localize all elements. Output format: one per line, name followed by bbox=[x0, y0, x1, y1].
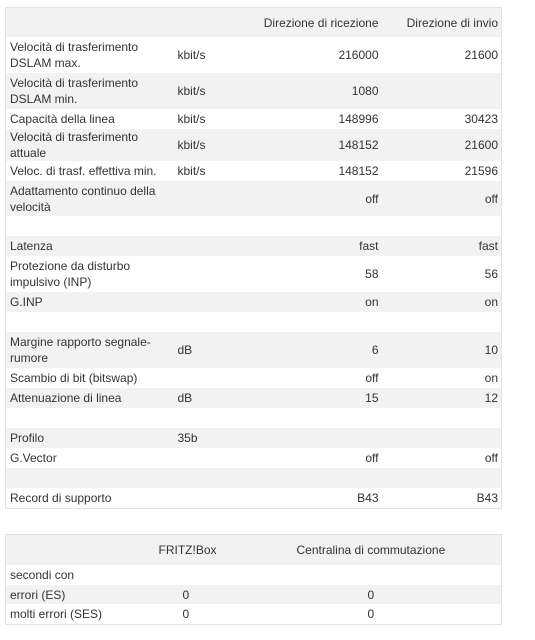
row-send-value: on bbox=[484, 371, 498, 385]
row-fritzbox-value bbox=[136, 565, 254, 585]
row-unit bbox=[175, 488, 242, 508]
table-row bbox=[6, 428, 502, 448]
row-unit bbox=[175, 256, 242, 292]
header-receive-direction: Direzione di ricezione bbox=[242, 8, 382, 38]
row-unit bbox=[175, 448, 242, 468]
table-row bbox=[6, 488, 502, 508]
row-unit: 35b bbox=[177, 431, 198, 445]
row-receive-value bbox=[242, 408, 382, 428]
table-row bbox=[6, 161, 502, 181]
row-label: Velocità di trasferimento attuale bbox=[10, 130, 139, 160]
row-label bbox=[6, 312, 175, 332]
row-unit bbox=[175, 312, 242, 332]
row-send-value: 21596 bbox=[464, 164, 498, 178]
row-label: Velocità di trasferimento DSLAM min. bbox=[10, 76, 139, 106]
row-send-value: B43 bbox=[476, 490, 498, 505]
table-row bbox=[6, 37, 502, 73]
row-send-value: fast bbox=[478, 239, 498, 253]
row-send-value bbox=[382, 73, 502, 109]
row-label: Adattamento continuo della velocità bbox=[10, 183, 156, 214]
row-send-value: 56 bbox=[484, 267, 498, 281]
row-receive-value: B43 bbox=[357, 490, 379, 505]
table-row bbox=[6, 585, 502, 604]
row-label: Velocità di trasferimento DSLAM max. bbox=[10, 40, 139, 70]
row-label: molti errori (SES) bbox=[10, 606, 103, 621]
header-exchange: Centralina di commutazione bbox=[254, 535, 502, 566]
table-row bbox=[6, 236, 502, 256]
row-receive-value bbox=[242, 216, 382, 236]
row-send-value: 21600 bbox=[464, 48, 498, 62]
row-receive-value: 15 bbox=[365, 391, 379, 405]
row-unit bbox=[175, 216, 242, 236]
row-label: errori (ES) bbox=[10, 587, 66, 602]
row-receive-value: off bbox=[365, 191, 379, 206]
row-label: G.Vector bbox=[10, 451, 57, 465]
row-receive-value: off bbox=[365, 371, 379, 385]
table-row bbox=[6, 73, 502, 109]
row-receive-value: 148152 bbox=[338, 164, 379, 178]
row-send-value bbox=[382, 312, 502, 332]
row-send-value: 30423 bbox=[464, 112, 498, 126]
row-label: Record di supporto bbox=[10, 490, 112, 505]
header-fritzbox: FRITZ!Box bbox=[136, 535, 254, 566]
table-row bbox=[6, 312, 502, 332]
table-row bbox=[6, 565, 502, 585]
table-row bbox=[6, 216, 502, 236]
header-unit bbox=[175, 8, 242, 38]
header-label bbox=[6, 8, 175, 38]
table-row bbox=[6, 388, 502, 408]
row-label: Protezione da disturbo impulsivo (INP) bbox=[10, 259, 131, 289]
row-send-value bbox=[382, 428, 502, 448]
row-receive-value: 216000 bbox=[338, 48, 379, 62]
table-header-row bbox=[6, 8, 502, 38]
row-label: secondi con bbox=[10, 568, 75, 582]
table-row bbox=[6, 408, 502, 428]
row-send-value: 21600 bbox=[464, 138, 498, 152]
table-row bbox=[6, 109, 502, 129]
row-unit: kbit/s bbox=[177, 84, 206, 98]
table-row bbox=[6, 368, 502, 388]
row-label: Latenza bbox=[10, 239, 53, 253]
table-row bbox=[6, 604, 502, 624]
row-label bbox=[6, 468, 175, 488]
header-label bbox=[6, 535, 136, 566]
row-fritzbox-value: 0 bbox=[182, 606, 190, 621]
row-unit: kbit/s bbox=[177, 112, 206, 126]
row-label: Capacità della linea bbox=[10, 112, 115, 126]
row-send-value bbox=[382, 216, 502, 236]
row-unit bbox=[175, 408, 242, 428]
row-unit bbox=[175, 236, 242, 256]
row-label: Profilo bbox=[10, 431, 45, 445]
row-receive-value: 58 bbox=[365, 267, 379, 281]
row-unit: kbit/s bbox=[177, 48, 206, 62]
row-unit bbox=[175, 468, 242, 488]
error-seconds-table bbox=[5, 534, 502, 625]
row-unit: dB bbox=[177, 343, 193, 357]
row-send-value bbox=[382, 468, 502, 488]
row-unit bbox=[175, 368, 242, 388]
row-unit bbox=[175, 181, 242, 216]
row-receive-value: fast bbox=[359, 239, 379, 253]
row-receive-value: 148996 bbox=[338, 112, 379, 126]
row-label: Veloc. di trasf. effettiva min. bbox=[10, 164, 157, 178]
row-receive-value bbox=[242, 468, 382, 488]
table-row bbox=[6, 448, 502, 468]
header-send-direction: Direzione di invio bbox=[382, 8, 502, 38]
row-exchange-value: 0 bbox=[367, 606, 375, 621]
row-receive-value: 1080 bbox=[351, 84, 379, 98]
table-row bbox=[6, 292, 502, 312]
row-label: Margine rapporto segnale-rumore bbox=[10, 335, 151, 365]
row-receive-value bbox=[242, 428, 382, 448]
row-send-value: off bbox=[484, 451, 498, 465]
row-receive-value: 148152 bbox=[338, 138, 379, 152]
row-send-value: 10 bbox=[484, 343, 498, 357]
row-unit: dB bbox=[177, 391, 193, 405]
row-label bbox=[6, 216, 175, 236]
row-unit: kbit/s bbox=[177, 138, 206, 152]
row-label bbox=[6, 408, 175, 428]
row-send-value: 12 bbox=[484, 391, 498, 405]
row-receive-value bbox=[242, 312, 382, 332]
table-row bbox=[6, 468, 502, 488]
table-header-row bbox=[6, 535, 502, 566]
row-label: G.INP bbox=[10, 295, 43, 309]
row-send-value bbox=[382, 408, 502, 428]
table-row bbox=[6, 181, 502, 216]
row-receive-value: off bbox=[365, 451, 379, 465]
row-label: Scambio di bit (bitswap) bbox=[10, 371, 138, 385]
row-receive-value: 6 bbox=[371, 343, 379, 357]
row-send-value: off bbox=[484, 191, 498, 206]
table-row bbox=[6, 332, 502, 368]
dsl-line-info-table bbox=[5, 7, 502, 509]
row-receive-value: on bbox=[365, 295, 379, 309]
table-row bbox=[6, 256, 502, 292]
table-row bbox=[6, 129, 502, 161]
row-unit: kbit/s bbox=[177, 164, 206, 178]
row-exchange-value bbox=[254, 565, 502, 585]
row-label: Attenuazione di linea bbox=[10, 391, 122, 405]
row-send-value: on bbox=[484, 295, 498, 309]
row-exchange-value: 0 bbox=[367, 587, 375, 602]
row-unit bbox=[175, 292, 242, 312]
row-fritzbox-value: 0 bbox=[182, 587, 190, 602]
